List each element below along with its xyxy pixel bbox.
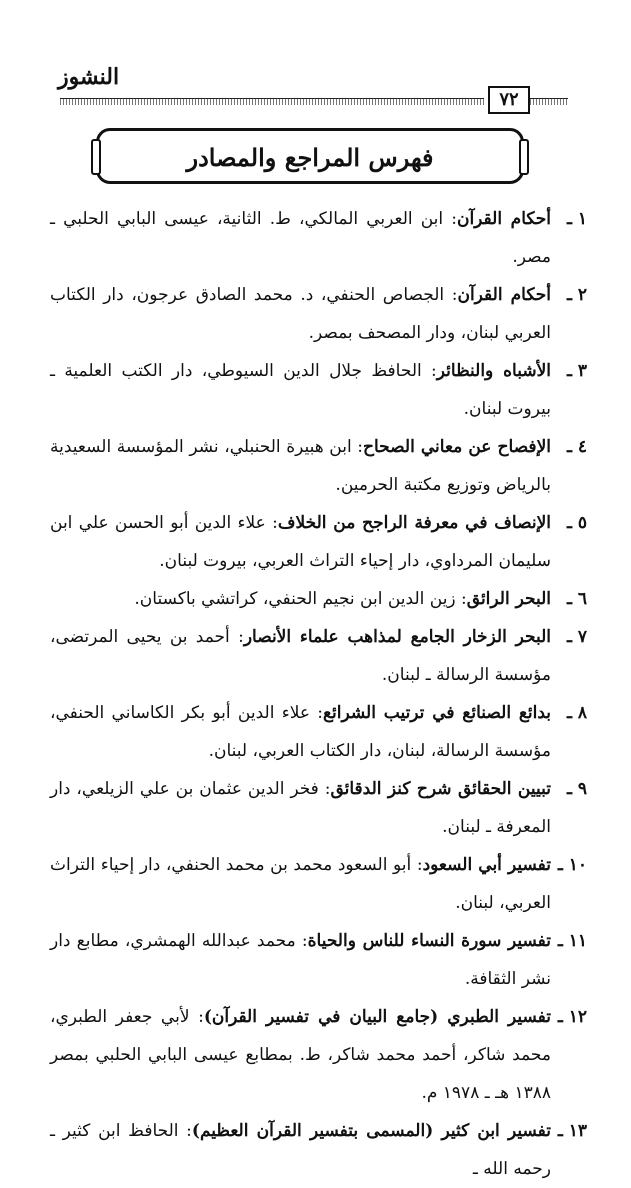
- reference-item: [50, 580, 587, 618]
- section-title-frame: [96, 128, 524, 184]
- reference-detail: : أحمد بن يحيى المرتضى، مؤسسة الرسالة ـ لبنان.: [50, 627, 551, 685]
- reference-number: ٦ ـ: [566, 589, 587, 609]
- reference-title: الإنصاف في معرفة الراجح من الخلاف: [277, 513, 551, 533]
- reference-title: تفسير أبي السعود: [422, 855, 551, 875]
- reference-title: البحر الرائق: [466, 589, 551, 609]
- reference-item: [50, 770, 587, 846]
- reference-item: [50, 998, 587, 1112]
- reference-item: [50, 1112, 587, 1188]
- reference-detail: : لأبي جعفر الطبري، محمد شاكر، أحمد محمد شاكر، ط. بمطابع عيسى البابي الحلبي بمصر ١٣٨٨ هـ ـ ١٩٧٨ م.: [50, 1007, 551, 1103]
- reference-title: أحكام القرآن: [456, 209, 551, 229]
- reference-item: [50, 504, 587, 580]
- reference-detail: : ابن العربي المالكي، ط. الثانية، عيسى البابي الحلبي ـ مصر.: [50, 209, 551, 267]
- reference-detail: : علاء الدين أبو بكر الكاساني الحنفي، مؤسسة الرسالة، لبنان، دار الكتاب العربي، لبنان.: [50, 703, 551, 761]
- reference-number: ١ ـ: [566, 209, 587, 229]
- reference-title: تفسير ابن كثير (المسمى بتفسير القرآن العظيم): [191, 1121, 551, 1141]
- reference-number: ٧ ـ: [566, 627, 587, 647]
- reference-number: ١١ ـ: [557, 931, 587, 951]
- reference-item: [50, 922, 587, 998]
- reference-item: [50, 694, 587, 770]
- reference-title: تفسير الطبري (جامع البيان في تفسير القرآن): [203, 1007, 551, 1027]
- reference-title: الأشباه والنظائر: [436, 361, 551, 381]
- reference-detail: : محمد عبدالله الهمشري، مطابع دار نشر الثقافة.: [50, 931, 551, 989]
- reference-item: [50, 846, 587, 922]
- reference-number: ٢ ـ: [566, 285, 587, 305]
- reference-number: ٤ ـ: [566, 437, 587, 457]
- reference-number: ١٢ ـ: [557, 1007, 587, 1027]
- reference-item: [50, 428, 587, 504]
- reference-detail: : فخر الدين عثمان بن علي الزيلعي، دار المعرفة ـ لبنان.: [50, 779, 551, 837]
- reference-detail: : ابن هبيرة الحنبلي، نشر المؤسسة السعيدية بالرياض وتوزيع مكتبة الحرمين.: [50, 437, 551, 495]
- reference-detail: : زين الدين ابن نجيم الحنفي، كراتشي باكستان.: [134, 589, 467, 609]
- reference-title: بدائع الصنائع في ترتيب الشرائع: [323, 703, 551, 723]
- header-rule: [60, 98, 484, 105]
- reference-item: [50, 200, 587, 276]
- reference-number: ٣ ـ: [566, 361, 587, 381]
- reference-number: ٩ ـ: [566, 779, 587, 799]
- reference-number: ١٠ ـ: [557, 855, 587, 875]
- reference-title: تبيين الحقائق شرح كنز الدقائق: [330, 779, 551, 799]
- reference-title: البحر الزخار الجامع لمذاهب علماء الأنصار: [243, 627, 551, 647]
- running-header-title: النشوز: [58, 64, 120, 90]
- reference-item: [50, 352, 587, 428]
- reference-detail: : علاء الدين أبو الحسن علي ابن سليمان المرداوي، دار إحياء التراث العربي، بيروت لبنان.: [50, 513, 551, 571]
- reference-detail: : الجصاص الحنفي، د. محمد الصادق عرجون، دار الكتاب العربي لبنان، ودار المصحف بمصر.: [50, 285, 551, 343]
- reference-title: أحكام القرآن: [457, 285, 551, 305]
- reference-title: تفسير سورة النساء للناس والحياة: [307, 931, 551, 951]
- reference-detail: : الحافظ جلال الدين السيوطي، دار الكتب العلمية ـ بيروت لبنان.: [50, 361, 551, 419]
- header-rule-right: [530, 98, 568, 105]
- reference-number: ٨ ـ: [566, 703, 587, 723]
- reference-detail: : أبو السعود محمد بن محمد الحنفي، دار إحياء التراث العربي، لبنان.: [50, 855, 551, 913]
- reference-item: [50, 276, 587, 352]
- reference-item: [50, 618, 587, 694]
- reference-detail: : الحافظ ابن كثير ـ رحمه الله ـ: [50, 1121, 551, 1179]
- reference-number: ١٣ ـ: [557, 1121, 587, 1141]
- reference-number: ٥ ـ: [566, 513, 587, 533]
- references-list: [50, 200, 587, 1188]
- section-title: فهرس المراجع والمصادر: [186, 143, 434, 172]
- page-number: ٧٢: [488, 86, 530, 114]
- reference-title: الإفصاح عن معاني الصحاح: [363, 437, 551, 457]
